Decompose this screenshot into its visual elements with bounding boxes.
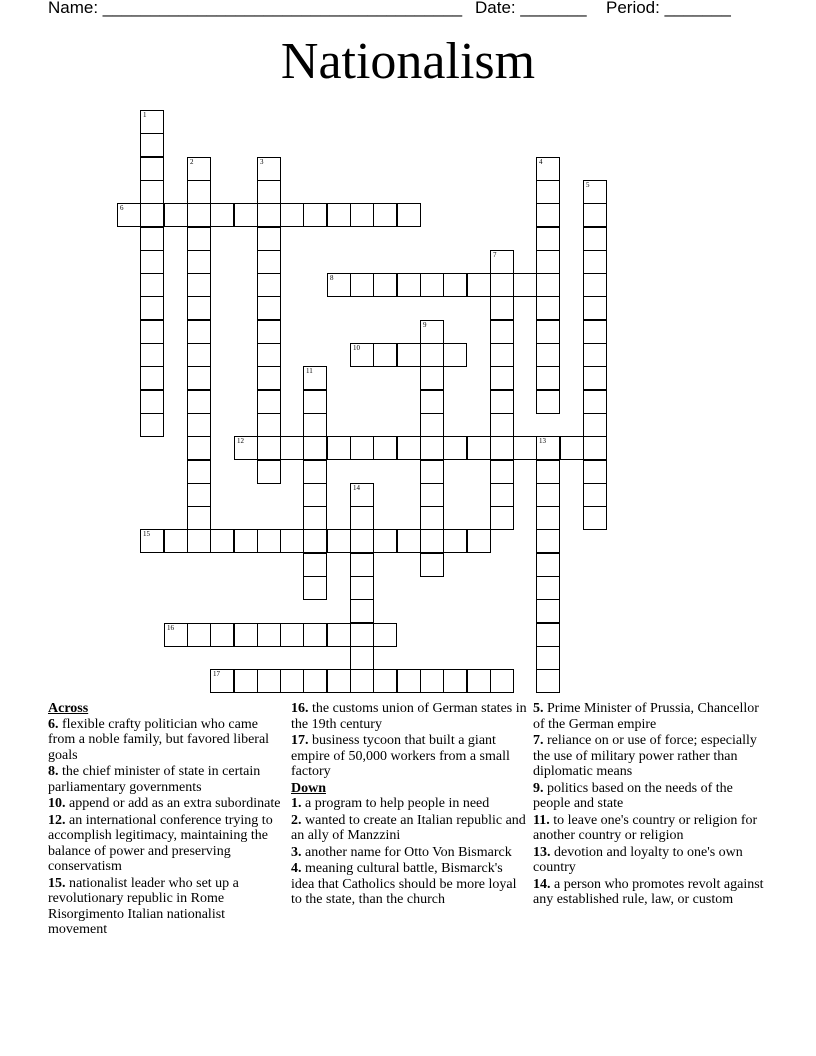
grid-cell[interactable] — [280, 203, 304, 227]
clue-item — [48, 796, 284, 812]
grid-cell[interactable] — [280, 529, 304, 553]
clue-number-label: 10. — [48, 796, 66, 811]
grid-cell[interactable] — [187, 366, 211, 390]
clue-text: reliance on or use of force; especially the use of military power rather than diplomatic means — [533, 733, 757, 779]
clue-number: 3 — [260, 158, 264, 166]
grid-cell[interactable] — [140, 390, 164, 414]
clue-number-label: 17. — [291, 733, 309, 748]
clue-number: 12 — [237, 437, 244, 445]
grid-cell[interactable] — [257, 390, 281, 414]
clue-item — [48, 876, 284, 938]
grid-cell[interactable] — [140, 227, 164, 251]
grid-cell[interactable] — [467, 529, 491, 553]
grid-cell[interactable] — [257, 669, 281, 693]
grid-cell[interactable] — [490, 390, 514, 414]
grid-cell[interactable] — [536, 343, 560, 367]
grid-cell[interactable] — [397, 273, 421, 297]
grid-cell[interactable] — [187, 390, 211, 414]
grid-cell[interactable] — [280, 623, 304, 647]
grid-cell[interactable] — [327, 623, 351, 647]
clue-section-heading: Down — [291, 780, 327, 796]
clue-item — [291, 733, 527, 780]
grid-cell[interactable] — [140, 366, 164, 390]
clue-number: 16 — [167, 624, 174, 632]
grid-cell[interactable] — [257, 273, 281, 297]
grid-cell[interactable] — [187, 180, 211, 204]
grid-cell[interactable] — [583, 506, 607, 530]
clue-text: nationalist leader who set up a revolutionary republic in Rome Risorgimento Italian nationalist movement — [48, 875, 239, 937]
grid-cell[interactable] — [187, 296, 211, 320]
clue-text: the customs union of German states in the 19th century — [291, 701, 527, 732]
grid-cell[interactable] — [536, 320, 560, 344]
page-title: Nationalism — [280, 33, 536, 90]
grid-cell[interactable] — [420, 506, 444, 530]
clue-number-label: 15. — [48, 875, 66, 891]
grid-cell[interactable] — [443, 669, 467, 693]
grid-cell[interactable] — [420, 273, 444, 297]
grid-cell[interactable] — [234, 623, 258, 647]
grid-cell[interactable] — [420, 669, 444, 693]
grid-cell[interactable] — [467, 273, 491, 297]
grid-cell[interactable] — [583, 273, 607, 297]
grid-cell[interactable] — [350, 576, 374, 600]
grid-cell[interactable] — [187, 506, 211, 530]
grid-cell[interactable] — [187, 529, 211, 553]
clue-text: append or add as an extra subordinate — [69, 796, 281, 811]
grid-cell[interactable] — [164, 623, 188, 647]
grid-cell[interactable] — [536, 390, 560, 414]
grid-cell[interactable] — [327, 273, 351, 297]
grid-cell[interactable] — [257, 623, 281, 647]
clue-number: 5 — [586, 181, 590, 189]
clue-number-label: 13. — [533, 844, 551, 860]
grid-cell[interactable] — [350, 529, 374, 553]
grid-cell[interactable] — [373, 436, 397, 460]
grid-cell[interactable] — [420, 413, 444, 437]
grid-cell[interactable] — [303, 623, 327, 647]
grid-cell[interactable] — [350, 203, 374, 227]
grid-cell[interactable] — [513, 273, 537, 297]
grid-cell[interactable] — [140, 250, 164, 274]
grid-cell[interactable] — [327, 669, 351, 693]
grid-cell[interactable] — [490, 366, 514, 390]
grid-cell[interactable] — [583, 250, 607, 274]
grid-cell[interactable] — [280, 436, 304, 460]
clue-text: flexible crafty politician who came from a noble family, but favored liberal goals — [48, 716, 270, 763]
grid-cell[interactable] — [397, 203, 421, 227]
clue-number-label: 3. — [291, 844, 302, 860]
grid-cell[interactable] — [187, 227, 211, 251]
grid-cell[interactable] — [397, 436, 421, 460]
grid-cell[interactable] — [140, 320, 164, 344]
clue-text: a person who promotes revolt against any established rule, law, or custom — [533, 876, 764, 907]
grid-cell[interactable] — [210, 203, 234, 227]
grid-cell[interactable] — [257, 250, 281, 274]
grid-cell[interactable] — [187, 623, 211, 647]
grid-cell[interactable] — [140, 157, 164, 181]
grid-cell[interactable] — [420, 366, 444, 390]
grid-cell[interactable] — [257, 320, 281, 344]
clue-number: 8 — [330, 274, 334, 282]
grid-cell[interactable] — [303, 669, 327, 693]
grid-cell[interactable] — [187, 460, 211, 484]
grid-cell[interactable] — [536, 157, 560, 181]
grid-cell[interactable] — [443, 273, 467, 297]
clue-number-label: 4. — [291, 861, 302, 876]
grid-cell[interactable] — [420, 343, 444, 367]
clue-text: another name for Otto Von Bismarck — [305, 844, 512, 860]
grid-cell[interactable] — [234, 436, 258, 460]
grid-cell[interactable] — [327, 436, 351, 460]
grid-cell[interactable] — [350, 553, 374, 577]
grid-cell[interactable] — [303, 553, 327, 577]
grid-cell[interactable] — [140, 413, 164, 437]
clue-item — [48, 717, 284, 764]
grid-cell[interactable] — [583, 436, 607, 460]
grid-cell[interactable] — [536, 227, 560, 251]
name-field[interactable]: Name: ______________________________________ — [48, 0, 463, 17]
clue-number-label: 8. — [48, 764, 59, 779]
grid-cell[interactable] — [443, 343, 467, 367]
grid-cell[interactable] — [187, 157, 211, 181]
grid-cell[interactable] — [303, 506, 327, 530]
grid-cell[interactable] — [397, 529, 421, 553]
grid-cell[interactable] — [490, 413, 514, 437]
grid-cell[interactable] — [350, 273, 374, 297]
grid-cell[interactable] — [443, 529, 467, 553]
grid-cell[interactable] — [187, 320, 211, 344]
grid-cell[interactable] — [490, 343, 514, 367]
grid-cell[interactable] — [164, 203, 188, 227]
clue-item — [48, 764, 284, 795]
clue-text: a program to help people in need — [305, 796, 490, 811]
grid-cell[interactable] — [327, 203, 351, 227]
grid-cell[interactable] — [583, 366, 607, 390]
grid-cell[interactable] — [140, 133, 164, 157]
grid-cell[interactable] — [536, 669, 560, 693]
grid-cell[interactable] — [583, 390, 607, 414]
grid-cell[interactable] — [257, 203, 281, 227]
grid-cell[interactable] — [140, 180, 164, 204]
grid-cell[interactable] — [583, 227, 607, 251]
grid-cell[interactable] — [350, 343, 374, 367]
grid-cell[interactable] — [490, 320, 514, 344]
grid-cell[interactable] — [257, 343, 281, 367]
grid-cell[interactable] — [327, 529, 351, 553]
clue-item — [291, 861, 527, 908]
grid-cell[interactable] — [490, 483, 514, 507]
grid-cell[interactable] — [536, 483, 560, 507]
grid-cell[interactable] — [536, 646, 560, 670]
clue-text: business tycoon that built a giant empire of 50,000 workers from a small factory — [291, 733, 510, 779]
period-field[interactable]: Period: _______ — [606, 0, 731, 17]
grid-cell[interactable] — [536, 366, 560, 390]
grid-cell[interactable] — [467, 669, 491, 693]
grid-cell[interactable] — [303, 483, 327, 507]
grid-cell[interactable] — [234, 203, 258, 227]
grid-cell[interactable] — [490, 669, 514, 693]
grid-cell[interactable] — [490, 506, 514, 530]
clues-column-3 — [533, 701, 769, 909]
clue-item — [291, 796, 527, 812]
grid-cell[interactable] — [187, 413, 211, 437]
clue-number-label: 14. — [533, 876, 551, 892]
grid-cell[interactable] — [536, 623, 560, 647]
clues-column-1 — [48, 701, 284, 939]
grid-cell[interactable] — [303, 366, 327, 390]
clue-number-label: 2. — [291, 812, 302, 828]
grid-cell[interactable] — [420, 320, 444, 344]
grid-cell[interactable] — [536, 250, 560, 274]
grid-cell[interactable] — [187, 436, 211, 460]
grid-cell[interactable] — [303, 529, 327, 553]
grid-cell[interactable] — [257, 296, 281, 320]
clue-item — [533, 781, 769, 812]
grid-cell[interactable] — [397, 669, 421, 693]
clue-number-label: 1. — [291, 796, 302, 811]
clue-item — [533, 813, 769, 844]
grid-cell[interactable] — [140, 273, 164, 297]
grid-cell[interactable] — [140, 203, 164, 227]
grid-cell[interactable] — [164, 529, 188, 553]
clue-text: devotion and loyalty to one's own country — [533, 844, 743, 875]
clue-text: to leave one's country or religion for another country or religion — [533, 812, 758, 843]
clue-item — [291, 845, 527, 861]
grid-cell[interactable] — [210, 623, 234, 647]
clue-number: 2 — [190, 158, 194, 166]
clue-number: 9 — [423, 321, 427, 329]
grid-cell[interactable] — [373, 529, 397, 553]
grid-cell[interactable] — [257, 436, 281, 460]
grid-cell[interactable] — [303, 203, 327, 227]
grid-cell[interactable] — [280, 669, 304, 693]
grid-cell[interactable] — [373, 343, 397, 367]
clue-number: 7 — [493, 251, 497, 259]
grid-cell[interactable] — [536, 529, 560, 553]
grid-cell[interactable] — [583, 180, 607, 204]
clue-item — [533, 877, 769, 908]
clue-number: 14 — [353, 484, 360, 492]
grid-cell[interactable] — [210, 669, 234, 693]
grid-cell[interactable] — [140, 110, 164, 134]
grid-cell[interactable] — [117, 203, 141, 227]
clue-number: 13 — [539, 437, 546, 445]
clue-number: 6 — [120, 204, 124, 212]
clue-number: 11 — [306, 367, 313, 375]
grid-cell[interactable] — [583, 320, 607, 344]
grid-cell[interactable] — [210, 529, 234, 553]
grid-cell[interactable] — [536, 180, 560, 204]
clue-text: wanted to create an Italian republic and an ally of Manzzini — [291, 812, 526, 843]
grid-cell[interactable] — [536, 436, 560, 460]
grid-cell[interactable] — [397, 343, 421, 367]
grid-cell[interactable] — [140, 296, 164, 320]
grid-cell[interactable] — [583, 413, 607, 437]
grid-cell[interactable] — [420, 390, 444, 414]
grid-cell[interactable] — [257, 157, 281, 181]
grid-cell[interactable] — [536, 203, 560, 227]
grid-cell[interactable] — [350, 669, 374, 693]
grid-cell[interactable] — [187, 250, 211, 274]
clue-item — [533, 701, 769, 732]
date-field[interactable]: Date: _______ — [475, 0, 587, 17]
grid-cell[interactable] — [187, 483, 211, 507]
grid-cell[interactable] — [536, 576, 560, 600]
grid-cell[interactable] — [140, 529, 164, 553]
grid-cell[interactable] — [467, 436, 491, 460]
grid-cell[interactable] — [490, 250, 514, 274]
clue-item — [533, 845, 769, 876]
grid-cell[interactable] — [420, 483, 444, 507]
grid-cell[interactable] — [257, 180, 281, 204]
grid-cell[interactable] — [350, 599, 374, 623]
grid-cell[interactable] — [536, 506, 560, 530]
clue-number: 15 — [143, 530, 150, 538]
grid-cell[interactable] — [303, 460, 327, 484]
grid-cell[interactable] — [513, 436, 537, 460]
grid-cell[interactable] — [350, 436, 374, 460]
clue-number: 1 — [143, 111, 147, 119]
clues-column-2 — [291, 701, 527, 909]
clue-text: an international conference trying to accomplish legitimacy, maintaining the balance of power and preserving conservatism — [48, 812, 273, 874]
grid-cell[interactable] — [536, 296, 560, 320]
grid-cell[interactable] — [536, 273, 560, 297]
grid-cell[interactable] — [490, 460, 514, 484]
grid-cell[interactable] — [536, 460, 560, 484]
clue-number: 17 — [213, 670, 220, 678]
clue-number: 4 — [539, 158, 543, 166]
grid-cell[interactable] — [583, 203, 607, 227]
grid-cell[interactable] — [303, 390, 327, 414]
clue-section-heading: Across — [48, 701, 89, 716]
clue-item — [291, 813, 527, 844]
clue-item — [533, 733, 769, 780]
grid-cell[interactable] — [373, 273, 397, 297]
clue-text: politics based on the needs of the people and state — [533, 780, 733, 811]
grid-cell[interactable] — [536, 553, 560, 577]
grid-cell[interactable] — [443, 436, 467, 460]
grid-cell[interactable] — [350, 623, 374, 647]
grid-cell[interactable] — [420, 529, 444, 553]
clue-text: the chief minister of state in certain parliamentary governments — [48, 764, 261, 795]
grid-cell[interactable] — [234, 669, 258, 693]
grid-cell[interactable] — [257, 366, 281, 390]
grid-cell[interactable] — [373, 203, 397, 227]
grid-cell[interactable] — [583, 483, 607, 507]
grid-cell[interactable] — [350, 483, 374, 507]
grid-cell[interactable] — [420, 553, 444, 577]
clue-number-label: 9. — [533, 780, 544, 796]
clue-item — [48, 813, 284, 875]
grid-cell[interactable] — [187, 203, 211, 227]
clue-number-label: 16. — [291, 701, 309, 716]
clue-number-label: 12. — [48, 812, 66, 828]
grid-cell[interactable] — [560, 436, 584, 460]
grid-cell[interactable] — [234, 529, 258, 553]
grid-cell[interactable] — [303, 436, 327, 460]
grid-cell[interactable] — [350, 506, 374, 530]
clue-text: meaning cultural battle, Bismarck's idea that Catholics should be more loyal to the state, than the church — [291, 861, 517, 907]
clue-number-label: 5. — [533, 701, 544, 716]
grid-cell[interactable] — [583, 296, 607, 320]
grid-cell[interactable] — [257, 529, 281, 553]
clue-number-label: 11. — [533, 812, 550, 828]
grid-cell[interactable] — [583, 343, 607, 367]
grid-cell[interactable] — [583, 460, 607, 484]
grid-cell[interactable] — [373, 623, 397, 647]
grid-cell[interactable] — [490, 296, 514, 320]
grid-cell[interactable] — [257, 460, 281, 484]
grid-cell[interactable] — [303, 576, 327, 600]
grid-cell[interactable] — [490, 273, 514, 297]
grid-cell[interactable] — [490, 436, 514, 460]
grid-cell[interactable] — [420, 436, 444, 460]
grid-cell[interactable] — [140, 343, 164, 367]
grid-cell[interactable] — [350, 646, 374, 670]
grid-cell[interactable] — [303, 413, 327, 437]
clue-item — [291, 701, 527, 732]
grid-cell[interactable] — [536, 599, 560, 623]
grid-cell[interactable] — [187, 273, 211, 297]
clue-number: 10 — [353, 344, 360, 352]
clue-text: Prime Minister of Prussia, Chancellor of the German empire — [533, 701, 759, 732]
grid-cell[interactable] — [257, 413, 281, 437]
grid-cell[interactable] — [420, 460, 444, 484]
grid-cell[interactable] — [257, 227, 281, 251]
clue-number-label: 6. — [48, 716, 59, 732]
grid-cell[interactable] — [187, 343, 211, 367]
grid-cell[interactable] — [373, 669, 397, 693]
clue-number-label: 7. — [533, 733, 544, 748]
